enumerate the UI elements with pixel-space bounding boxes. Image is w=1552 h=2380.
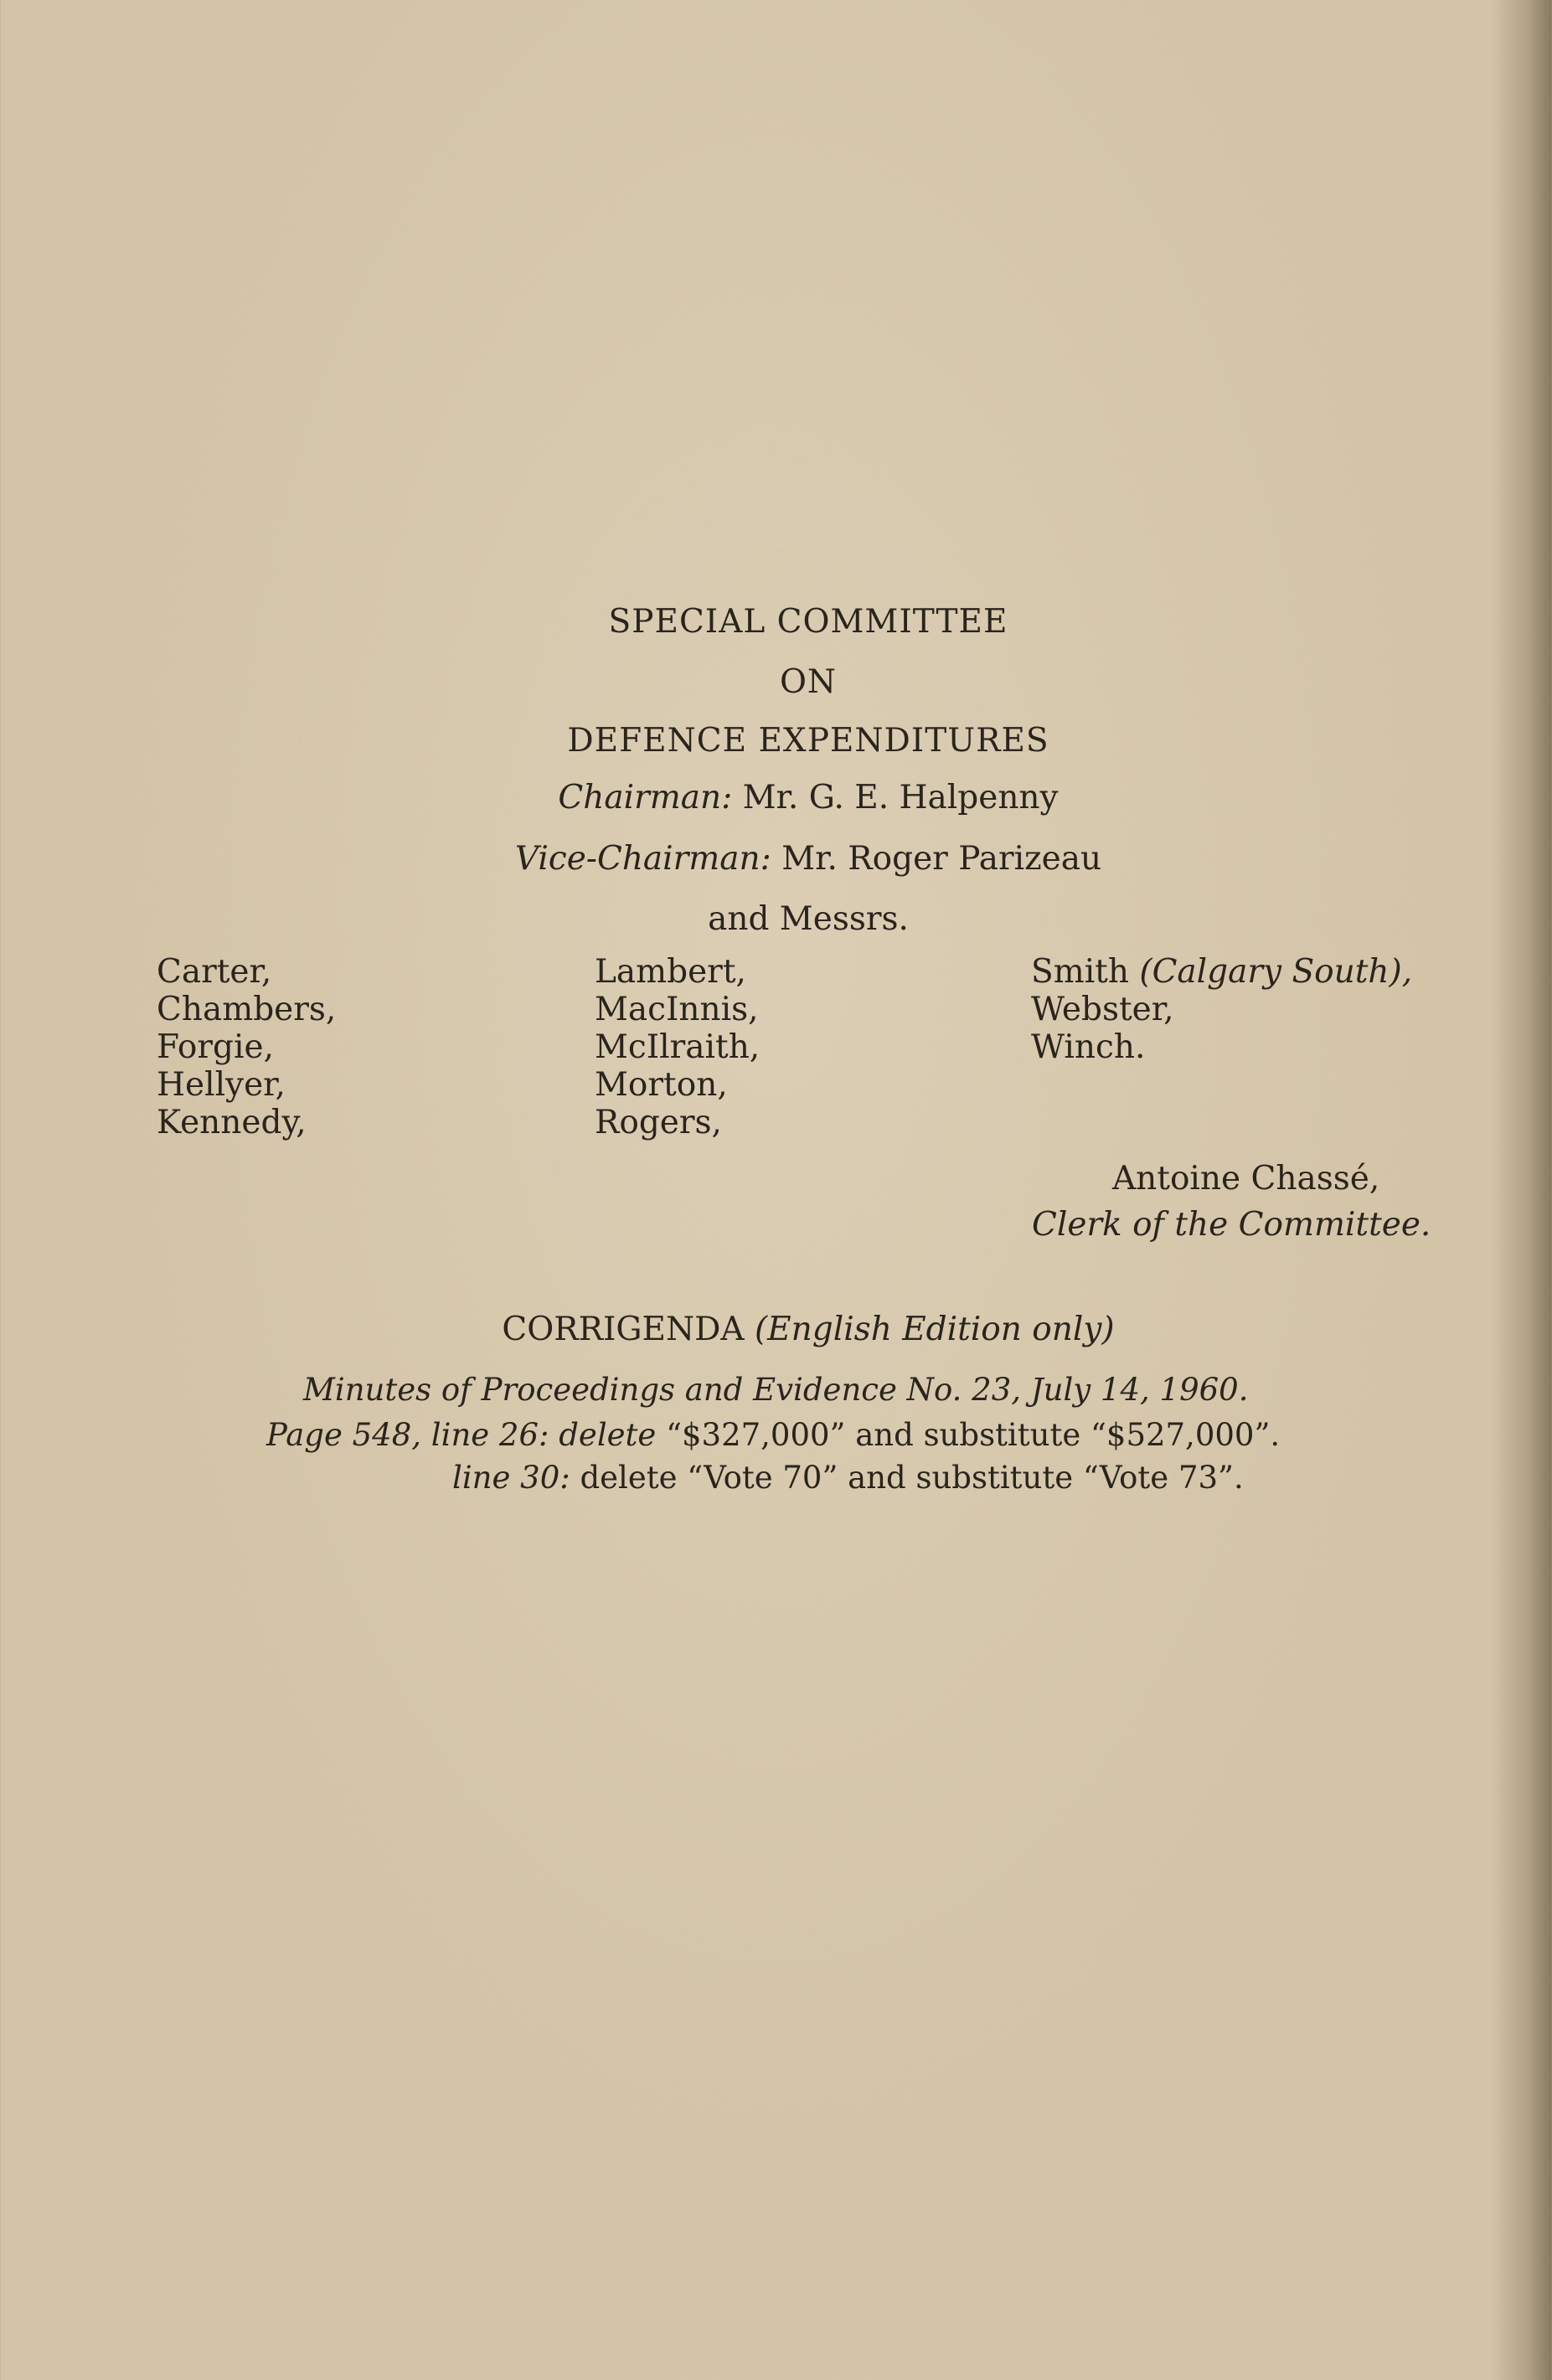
member-smith bbox=[1031, 953, 1412, 991]
vice-chairman-label: Vice-Chairman: bbox=[514, 840, 771, 878]
chairman-line bbox=[0, 779, 1552, 817]
committee-title-line3: DEFENCE EXPENDITURES bbox=[567, 722, 1049, 760]
member-name: Carter, bbox=[157, 953, 272, 991]
member-name: Morton, bbox=[595, 1066, 728, 1104]
members-column-2 bbox=[595, 953, 760, 1141]
corrigenda-item-1-ref: Page 548, line 26: bbox=[266, 1417, 549, 1453]
corrigenda-edition-note: (English Edition only) bbox=[754, 1311, 1115, 1348]
member-name: Smith bbox=[1031, 953, 1129, 991]
member-name: MacInnis, bbox=[595, 991, 759, 1028]
member-name: Lambert, bbox=[595, 953, 746, 991]
corrigenda-item-1-delete: delete bbox=[559, 1417, 657, 1453]
member-name: Hellyer, bbox=[157, 1066, 286, 1104]
corrigenda-item-1-text: “$327,000” and substitute “$527,000”. bbox=[666, 1417, 1281, 1453]
member-name: Winch. bbox=[1031, 1028, 1146, 1066]
member-name: McIlraith, bbox=[595, 1028, 761, 1066]
member-name: Forgie, bbox=[157, 1028, 274, 1066]
corrigenda-item-2-ref: line 30: bbox=[452, 1460, 570, 1496]
committee-title-line2: ON bbox=[779, 663, 838, 701]
members-column-3 bbox=[1031, 953, 1412, 1066]
clerk-title: Clerk of the Committee. bbox=[1032, 1206, 1431, 1244]
corrigenda-item-2 bbox=[452, 1460, 1244, 1496]
member-name: Chambers, bbox=[157, 991, 337, 1028]
corrigenda-item-1 bbox=[266, 1417, 1280, 1453]
corrigenda-title: CORRIGENDA bbox=[502, 1311, 745, 1348]
chairman-name: Mr. G. E. Halpenny bbox=[742, 779, 1059, 817]
member-name: Kennedy, bbox=[157, 1104, 307, 1141]
committee-title-line1: SPECIAL COMMITTEE bbox=[608, 603, 1008, 641]
chairman-label: Chairman: bbox=[558, 779, 733, 817]
member-name: Webster, bbox=[1031, 991, 1174, 1028]
vice-chairman-name: Mr. Roger Parizeau bbox=[781, 840, 1102, 878]
and-messrs: and Messrs. bbox=[708, 900, 909, 938]
corrigenda-item-2-text: delete “Vote 70” and substitute “Vote 73”. bbox=[580, 1460, 1244, 1496]
members-column-1 bbox=[157, 953, 336, 1141]
clerk-name: Antoine Chassé, bbox=[1112, 1160, 1380, 1198]
vice-chairman-line bbox=[0, 840, 1552, 878]
member-riding: (Calgary South), bbox=[1139, 953, 1413, 991]
corrigenda-minutes-reference: Minutes of Proceedings and Evidence No. 23, July 14, 1960. bbox=[303, 1372, 1249, 1408]
corrigenda-heading bbox=[0, 1311, 1552, 1348]
member-name: Rogers, bbox=[595, 1104, 722, 1141]
